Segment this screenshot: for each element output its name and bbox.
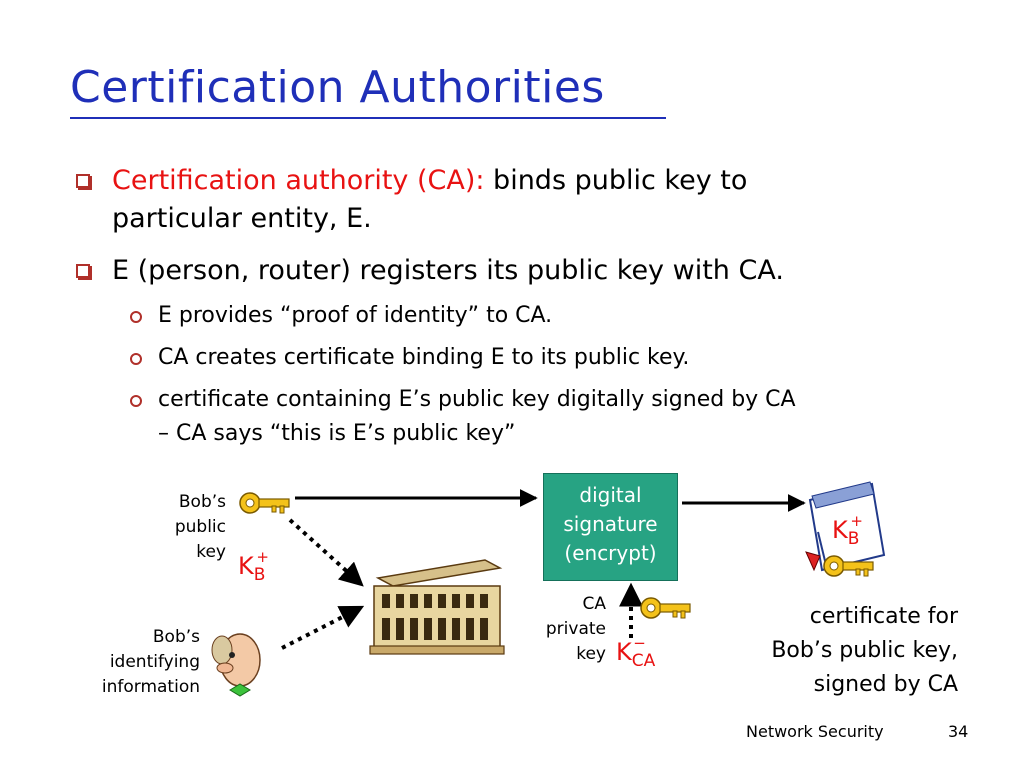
digital-signature-box [543, 473, 678, 581]
bullet-1-line-2: particular entity, E. [112, 203, 372, 234]
label-line: identifying [109, 652, 200, 672]
label-line: CA [582, 594, 606, 614]
dotted-arrow-key-to-ca [290, 520, 362, 585]
k-letter: K [238, 552, 254, 580]
caption-line: signed by CA [813, 672, 958, 697]
label-line: information [101, 677, 200, 697]
bob-id-label [60, 625, 200, 700]
slide-title: Certification Authorities [70, 62, 605, 113]
bob-public-key-icon [240, 493, 289, 513]
label-line: Bob’s [152, 627, 200, 647]
k-superscript: + [850, 512, 863, 530]
caption-line: Bob’s public key, [771, 638, 958, 663]
bob-public-key-label [150, 490, 226, 565]
box-line: signature [563, 512, 658, 536]
footer-course: Network Security [746, 722, 884, 741]
label-line: key [576, 644, 606, 664]
kca-minus-symbol [616, 634, 656, 671]
ca-term: Certification authority (CA): [112, 165, 485, 196]
page-number: 34 [948, 722, 969, 741]
k-letter: K [832, 516, 848, 544]
bullet-2-text: E (person, router) registers its public key with CA. [112, 255, 784, 286]
label-line: Bob’s [178, 492, 226, 512]
label-line: public [174, 517, 226, 537]
label-line: private [545, 619, 606, 639]
k-superscript: − [633, 634, 646, 652]
ca-private-key-label [520, 592, 606, 667]
sub-bullet-3-line-1: certificate containing E’s public key digitally signed by CA [158, 387, 796, 412]
certificate-kb-symbol [832, 512, 863, 549]
sub-bullet-2: CA creates certificate binding E to its public key. [158, 345, 690, 370]
box-line: (encrypt) [564, 541, 657, 565]
k-subscript: B [847, 529, 860, 549]
box-line: digital [579, 483, 642, 507]
caption-line: certificate for [809, 604, 958, 629]
k-subscript: B [253, 565, 266, 585]
label-line: key [196, 542, 226, 562]
k-letter: K [616, 638, 632, 666]
ca-building-icon [370, 560, 504, 654]
certificate-caption [720, 600, 958, 702]
k-superscript: + [256, 548, 269, 566]
kb-plus-symbol [238, 548, 269, 585]
ca-private-key-icon [641, 598, 690, 618]
bullet-1-text: binds public key to [484, 165, 748, 196]
bob-face-icon [212, 634, 260, 696]
dotted-arrow-id-to-ca [282, 607, 362, 648]
k-subscript: CA [631, 651, 656, 671]
sub-bullet-1: E provides “proof of identity” to CA. [158, 303, 553, 328]
sub-bullet-3-line-2: – CA says “this is E’s public key” [158, 421, 516, 446]
